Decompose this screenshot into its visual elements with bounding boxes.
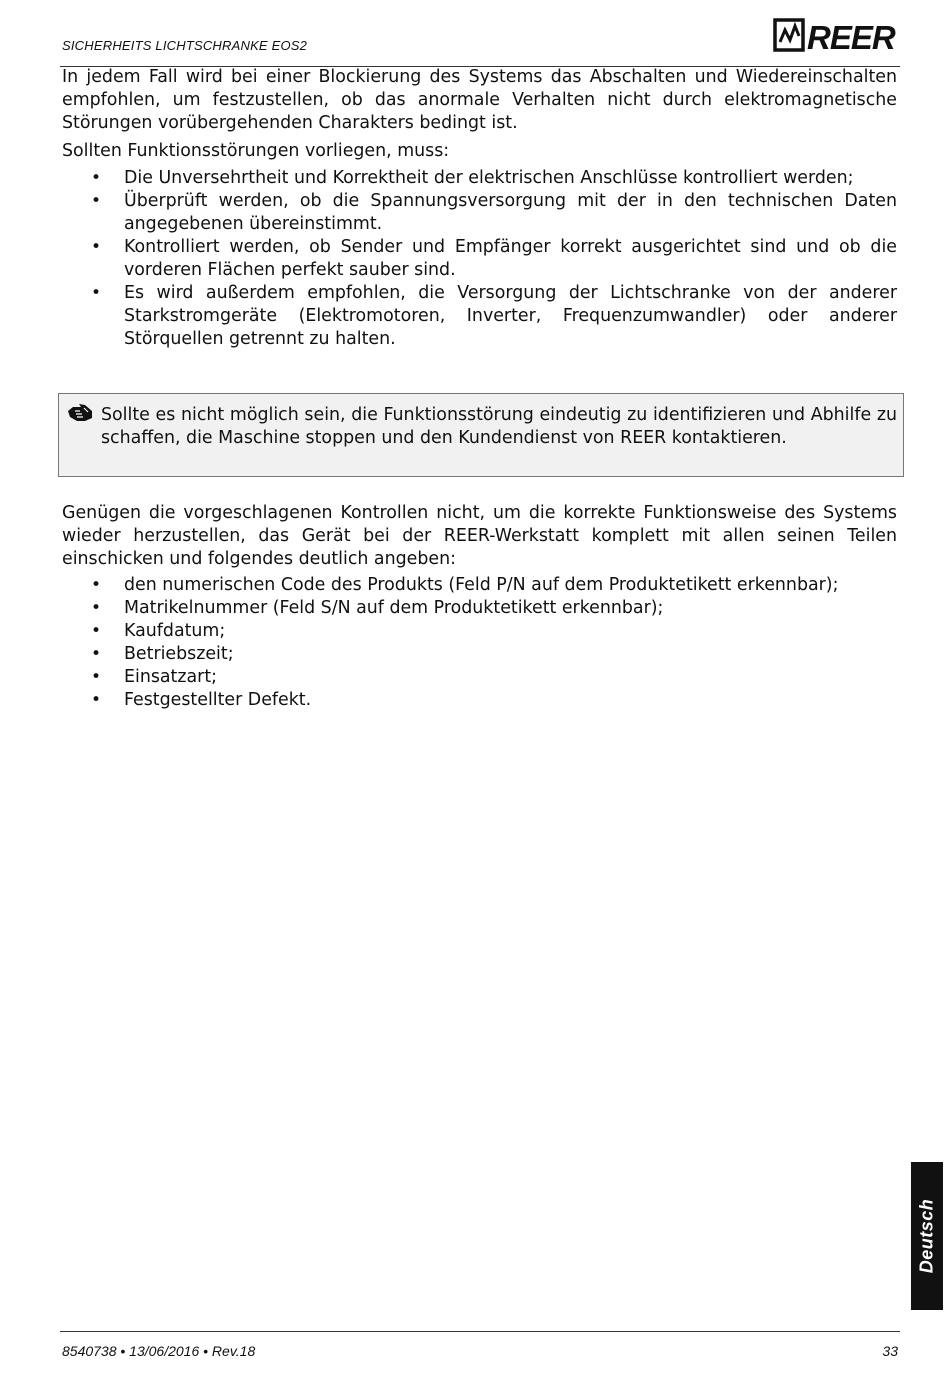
bullet-icon: • — [91, 237, 102, 257]
language-label: Deutsch — [916, 1198, 937, 1274]
repair-info-list — [62, 574, 897, 712]
bullet-icon: • — [91, 667, 102, 687]
bullet-icon: • — [91, 283, 102, 303]
footer-rule — [60, 1331, 900, 1332]
list-item: • Einsatzart; — [91, 667, 217, 687]
list-item: • Betriebszeit; — [91, 644, 234, 664]
logo-text: REER — [807, 19, 895, 54]
section-repair — [62, 502, 897, 712]
note-hand-icon — [67, 403, 93, 423]
bullet-icon: • — [91, 575, 102, 595]
paragraph-malfunctions-intro: Sollten Funktionsstörungen vorliegen, muss: — [62, 141, 450, 161]
list-item: • den numerischen Code des Produkts (Feld P/N auf dem Produktetikett erkennbar); — [91, 575, 839, 595]
check-list — [62, 167, 897, 351]
paragraph-repair: Genügen die vorgeschlagenen Kontrollen nicht, um die korrekte Funktionsweise des Systems wieder herzustellen, das Gerät bei der REER-Werkstatt komplett mit allen seinen Teilen einschicken und folgendes deutlich angeben: — [62, 503, 897, 569]
language-tab — [911, 1162, 943, 1310]
section-troubleshooting — [62, 66, 897, 351]
bullet-icon: • — [91, 621, 102, 641]
page-number: 33 — [882, 1343, 898, 1359]
note-text: Sollte es nicht möglich sein, die Funktionsstörung eindeutig zu identifizieren und Abhilfe zu schaffen, die Maschine stoppen und den Kundendienst von REER kontaktieren. — [101, 405, 897, 448]
list-item: • Überprüft werden, ob die Spannungsversorgung mit der in den technischen Daten angegebenen übereinstimmt. — [91, 191, 897, 234]
bullet-icon: • — [91, 168, 102, 188]
list-item: • Kontrolliert werden, ob Sender und Empfänger korrekt ausgerichtet sind und ob die vorderen Flächen perfekt sauber sind. — [91, 237, 897, 280]
header-title: SICHERHEITS LICHTSCHRANKE EOS2 — [62, 38, 308, 53]
reer-logo — [773, 16, 901, 54]
note-box — [58, 393, 904, 477]
paragraph-blocking: In jedem Fall wird bei einer Blockierung des Systems das Abschalten und Wiedereinschalten empfohlen, um festzustellen, ob das anormale Verhalten nicht durch elektromagnetische Störungen vorübergehenden Charakters bedingt ist. — [62, 67, 897, 133]
list-item: • Festgestellter Defekt. — [91, 690, 312, 710]
bullet-icon: • — [91, 191, 102, 211]
bullet-icon: • — [91, 598, 102, 618]
list-item: • Es wird außerdem empfohlen, die Versorgung der Lichtschranke von der anderer Starkstromgeräte (Elektromotoren, Inverter, Frequenzumwandler) oder anderer Störquellen getrennt zu halten. — [91, 283, 897, 349]
bullet-icon: • — [91, 690, 102, 710]
bullet-icon: • — [91, 644, 102, 664]
footer-doc-info: 8540738 • 13/06/2016 • Rev.18 — [62, 1343, 256, 1359]
list-item: • Matrikelnummer (Feld S/N auf dem Produktetikett erkennbar); — [91, 598, 664, 618]
list-item: • Die Unversehrtheit und Korrektheit der elektrischen Anschlüsse kontrolliert werden; — [91, 168, 854, 188]
list-item: • Kaufdatum; — [91, 621, 226, 641]
